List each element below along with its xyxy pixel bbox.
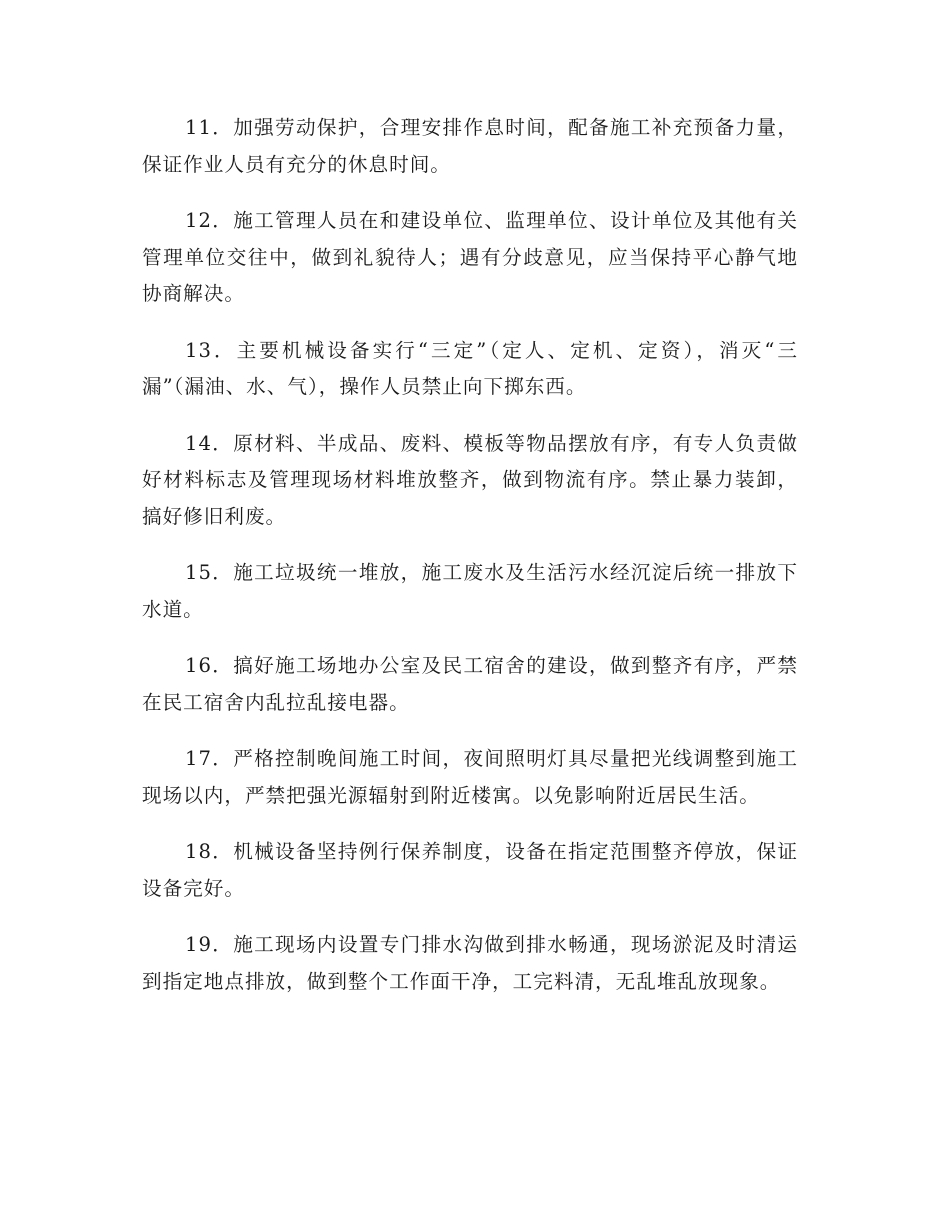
paragraph-16: 16．搞好施工场地办公室及民工宿舍的建设，做到整齐有序，严禁在民工宿舍内乱拉乱接电器。 xyxy=(142,654,798,714)
document-body xyxy=(142,110,798,1020)
paragraph-14: 14．原材料、半成品、废料、模板等物品摆放有序，有专人负责做好材料标志及管理现场材料堆放整齐，做到物流有序。禁止暴力装卸，搞好修旧利废。 xyxy=(142,431,798,528)
paragraph-13: 13．主要机械设备实行“三定”（定人、定机、定资），消灭“三漏”（漏油、水、气），操作人员禁止向下掷东西。 xyxy=(142,338,798,398)
paragraph-18: 18．机械设备坚持例行保养制度，设备在指定范围整齐停放，保证设备完好。 xyxy=(142,840,798,900)
paragraph-11: 11．加强劳动保护，合理安排作息时间，配备施工补充预备力量，保证作业人员有充分的休息时间。 xyxy=(142,116,798,176)
paragraph-17: 17．严格控制晚间施工时间，夜间照明灯具尽量把光线调整到施工现场以内，严禁把强光源辐射到附近楼寓。以免影响附近居民生活。 xyxy=(142,747,798,807)
paragraph-19: 19．施工现场内设置专门排水沟做到排水畅通，现场淤泥及时清运到指定地点排放，做到整个工作面干净，工完料清，无乱堆乱放现象。 xyxy=(142,933,798,993)
paragraph-12: 12．施工管理人员在和建设单位、监理单位、设计单位及其他有关管理单位交往中，做到礼貌待人；遇有分歧意见，应当保持平心静气地协商解决。 xyxy=(142,209,798,305)
paragraph-15: 15．施工垃圾统一堆放，施工废水及生活污水经沉淀后统一排放下水道。 xyxy=(142,561,798,621)
